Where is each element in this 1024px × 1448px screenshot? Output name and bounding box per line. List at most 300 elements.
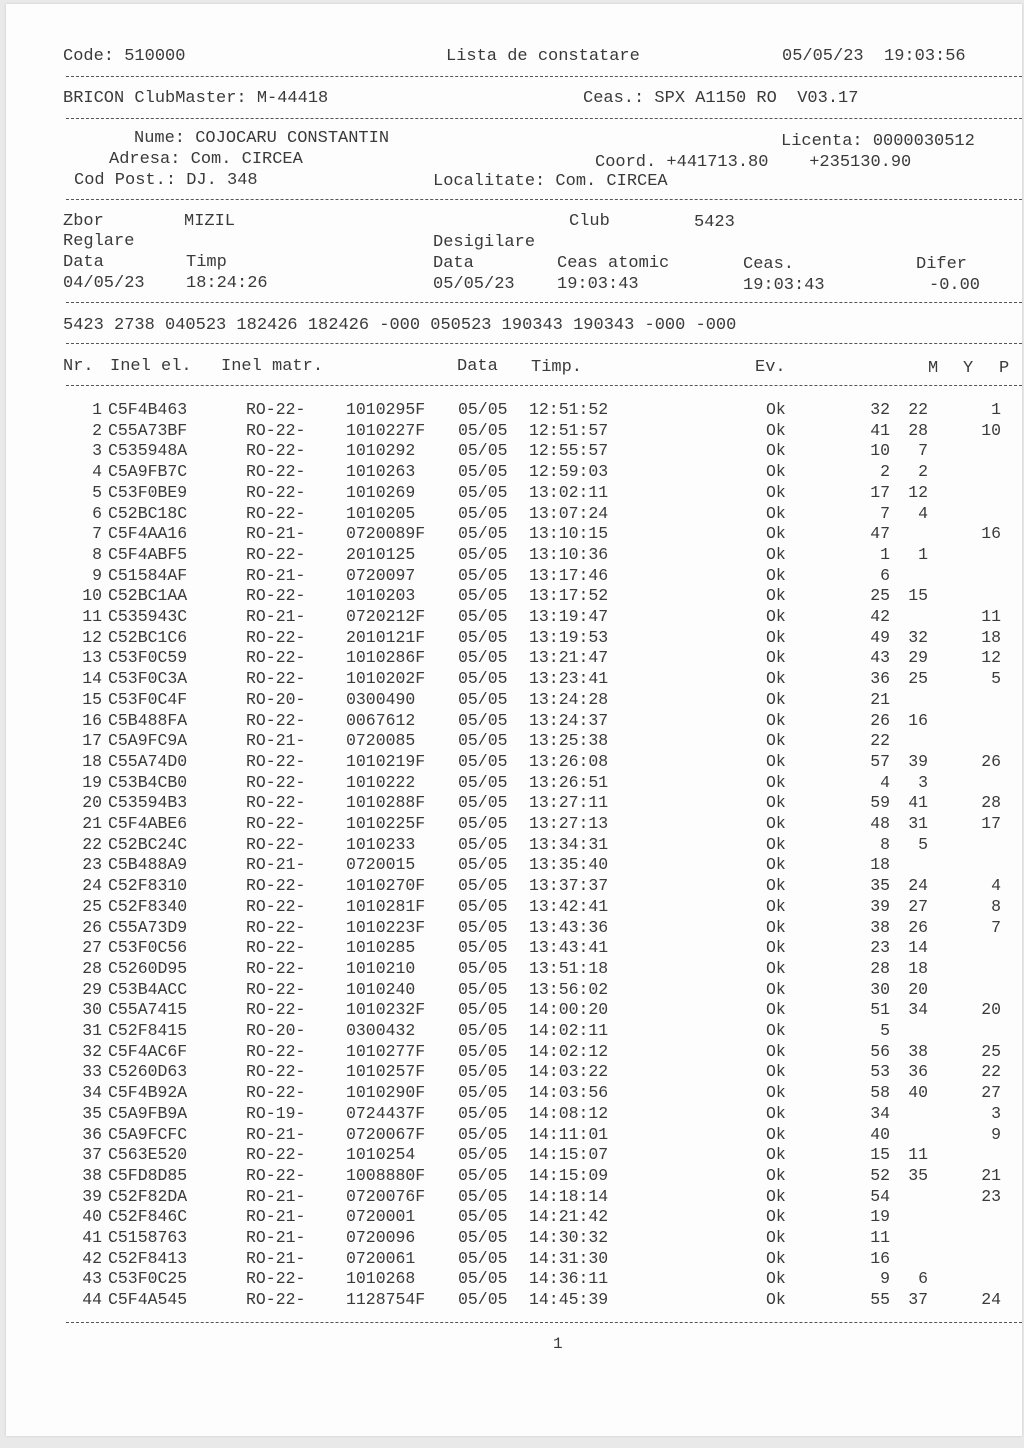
separator xyxy=(66,385,1022,386)
clock-time: 19:03:43 xyxy=(743,276,825,295)
cell-m: 39 xyxy=(870,896,890,916)
cell-ev: Ok xyxy=(766,1103,786,1123)
cell-ring-prefix: RO-22- xyxy=(246,979,306,999)
cell-time: 13:25:38 xyxy=(529,731,609,751)
cell-nr: 6 xyxy=(92,503,102,523)
cell-ring-number: 0300490 xyxy=(346,689,416,709)
cell-time: 14:21:42 xyxy=(529,1207,609,1227)
cell-inel-el: C5A9FCFC xyxy=(108,1124,188,1144)
cell-ev: Ok xyxy=(766,751,786,771)
cell-nr: 37 xyxy=(82,1145,102,1165)
cell-nr: 39 xyxy=(82,1186,102,1206)
cell-date: 05/05 xyxy=(458,1269,508,1289)
cell-ring-number: 1010240 xyxy=(346,979,416,999)
cell-nr: 18 xyxy=(82,751,102,771)
table-row xyxy=(6,628,1022,649)
table-row xyxy=(6,504,1022,525)
cell-date: 05/05 xyxy=(458,938,508,958)
locality: Localitate: Com. CIRCEA xyxy=(433,172,668,191)
cell-inel-el: C52F8340 xyxy=(108,896,188,916)
cell-ev: Ok xyxy=(766,1186,786,1206)
reglare-time: 18:24:26 xyxy=(186,274,268,293)
cell-date: 05/05 xyxy=(458,1145,508,1165)
cell-inel-el: C5A9FB9A xyxy=(108,1103,188,1123)
table-row xyxy=(6,648,1022,669)
cell-date: 05/05 xyxy=(458,896,508,916)
cell-ring-number: 1010210 xyxy=(346,958,416,978)
cell-ring-prefix: RO-22- xyxy=(246,793,306,813)
cell-m: 28 xyxy=(870,958,890,978)
table-row xyxy=(6,1000,1022,1021)
cell-date: 05/05 xyxy=(458,793,508,813)
cell-ev: Ok xyxy=(766,1207,786,1227)
separator xyxy=(66,302,1022,303)
table-row xyxy=(6,566,1022,587)
cell-date: 05/05 xyxy=(458,627,508,647)
cell-date: 05/05 xyxy=(458,441,508,461)
col-header-y: Y xyxy=(963,359,974,378)
cell-time: 12:51:52 xyxy=(529,400,609,419)
cell-ev: Ok xyxy=(766,834,786,854)
cell-date: 05/05 xyxy=(458,751,508,771)
print-timestamp: 05/05/23 19:03:56 xyxy=(782,47,966,66)
cell-date: 05/05 xyxy=(458,544,508,564)
cell-ev: Ok xyxy=(766,938,786,958)
cell-nr: 27 xyxy=(82,938,102,958)
cell-time: 14:15:07 xyxy=(529,1145,609,1165)
cell-nr: 25 xyxy=(82,896,102,916)
cell-p: 21 xyxy=(981,1165,1001,1185)
cell-inel-el: C53594B3 xyxy=(108,793,188,813)
cell-ring-number: 1010233 xyxy=(346,834,416,854)
cell-y: 35 xyxy=(908,1165,928,1185)
table-row xyxy=(6,1249,1022,1270)
cell-p: 5 xyxy=(991,669,1001,689)
cell-nr: 22 xyxy=(82,834,102,854)
cell-date: 05/05 xyxy=(458,565,508,585)
cell-inel-el: C5F4AA16 xyxy=(108,524,188,544)
cell-m: 48 xyxy=(870,814,890,833)
cell-time: 14:36:11 xyxy=(529,1269,609,1289)
cell-ring-number: 1010270F xyxy=(346,876,426,896)
cell-ev: Ok xyxy=(766,689,786,709)
code-label: Code: 510000 xyxy=(63,47,186,66)
table-row xyxy=(6,773,1022,794)
cell-m: 52 xyxy=(870,1165,890,1185)
cell-time: 14:02:11 xyxy=(529,1021,609,1040)
cell-m: 17 xyxy=(870,482,890,502)
cell-time: 13:42:41 xyxy=(529,896,609,916)
cell-ev: Ok xyxy=(766,1021,786,1040)
col-header-m: M xyxy=(928,359,939,378)
table-row xyxy=(6,669,1022,690)
cell-ev: Ok xyxy=(766,896,786,916)
cell-date: 05/05 xyxy=(458,1083,508,1103)
cell-ring-number: 1010222 xyxy=(346,772,416,792)
table-row xyxy=(6,959,1022,980)
cell-ring-prefix: RO-22- xyxy=(246,751,306,771)
cell-ring-number: 1010223F xyxy=(346,917,426,937)
cell-ev: Ok xyxy=(766,607,786,626)
cell-m: 49 xyxy=(870,627,890,647)
cell-ring-number: 1010263 xyxy=(346,462,416,482)
cell-inel-el: C55A74D0 xyxy=(108,751,188,771)
cell-ring-prefix: RO-20- xyxy=(246,1021,306,1040)
table-row xyxy=(6,752,1022,773)
cell-m: 51 xyxy=(870,1000,890,1020)
cell-ring-prefix: RO-22- xyxy=(246,648,306,668)
cell-date: 05/05 xyxy=(458,689,508,709)
table-row xyxy=(6,1166,1022,1187)
cell-ring-number: 1010257F xyxy=(346,1062,426,1082)
cell-time: 14:03:56 xyxy=(529,1083,609,1103)
cell-m: 43 xyxy=(870,648,890,668)
cell-nr: 3 xyxy=(92,441,102,461)
cell-inel-el: C5F4A545 xyxy=(108,1290,188,1310)
cell-m: 6 xyxy=(880,565,890,585)
cell-date: 05/05 xyxy=(458,1248,508,1268)
owner-address: Adresa: Com. CIRCEA xyxy=(109,150,303,169)
desigilare-date-label: Data xyxy=(433,254,474,273)
cell-ring-prefix: RO-22- xyxy=(246,1083,306,1103)
cell-date: 05/05 xyxy=(458,648,508,668)
cell-nr: 30 xyxy=(82,1000,102,1020)
cell-nr: 28 xyxy=(82,958,102,978)
cell-p: 12 xyxy=(981,648,1001,668)
cell-date: 05/05 xyxy=(458,607,508,626)
cell-ev: Ok xyxy=(766,876,786,896)
cell-ring-number: 2010121F xyxy=(346,627,426,647)
cell-nr: 8 xyxy=(92,544,102,564)
atomic-clock-label: Ceas atomic xyxy=(557,254,670,273)
cell-ev: Ok xyxy=(766,958,786,978)
club-number: 5423 xyxy=(694,213,735,232)
cell-y: 24 xyxy=(908,876,928,896)
cell-m: 30 xyxy=(870,979,890,999)
cell-date: 05/05 xyxy=(458,524,508,544)
cell-date: 05/05 xyxy=(458,958,508,978)
page-number: 1 xyxy=(553,1335,563,1353)
flight-location: MIZIL xyxy=(184,212,236,231)
cell-nr: 12 xyxy=(82,627,102,647)
cell-ev: Ok xyxy=(766,1083,786,1103)
cell-ev: Ok xyxy=(766,731,786,751)
cell-nr: 7 xyxy=(92,524,102,544)
cell-ev: Ok xyxy=(766,917,786,937)
cell-inel-el: C5260D95 xyxy=(108,958,188,978)
cell-m: 26 xyxy=(870,710,890,730)
cell-inel-el: C52F8310 xyxy=(108,876,188,896)
cell-ring-number: 0300432 xyxy=(346,1021,416,1040)
cell-date: 05/05 xyxy=(458,1124,508,1144)
cell-m: 34 xyxy=(870,1103,890,1123)
cell-p: 20 xyxy=(981,1000,1001,1020)
cell-ring-prefix: RO-21- xyxy=(246,731,306,751)
cell-m: 2 xyxy=(880,462,890,482)
cell-p: 11 xyxy=(981,607,1001,626)
cell-date: 05/05 xyxy=(458,1290,508,1310)
cell-time: 13:02:11 xyxy=(529,482,609,502)
cell-y: 16 xyxy=(908,710,928,730)
cell-y: 2 xyxy=(918,462,928,482)
clock-id: Ceas.: SPX A1150 RO V03.17 xyxy=(583,89,859,108)
cell-m: 38 xyxy=(870,917,890,937)
cell-p: 10 xyxy=(981,420,1001,440)
cell-ring-number: 0720001 xyxy=(346,1207,416,1227)
cell-nr: 42 xyxy=(82,1248,102,1268)
cell-nr: 16 xyxy=(82,710,102,730)
cell-m: 23 xyxy=(870,938,890,958)
table-row xyxy=(6,607,1022,628)
cell-time: 13:43:41 xyxy=(529,938,609,958)
cell-nr: 31 xyxy=(82,1021,102,1040)
col-header-p: P xyxy=(999,359,1010,378)
cell-time: 14:02:12 xyxy=(529,1041,609,1061)
table-row xyxy=(6,524,1022,545)
cell-p: 7 xyxy=(991,917,1001,937)
cell-ring-number: 1010295F xyxy=(346,400,426,419)
cell-nr: 11 xyxy=(82,607,102,626)
cell-ring-prefix: RO-22- xyxy=(246,441,306,461)
cell-nr: 40 xyxy=(82,1207,102,1227)
cell-time: 14:00:20 xyxy=(529,1000,609,1020)
cell-inel-el: C5F4ABF5 xyxy=(108,544,188,564)
cell-nr: 43 xyxy=(82,1269,102,1289)
printed-page xyxy=(6,4,1022,1436)
separator xyxy=(66,76,1022,77)
cell-ring-prefix: RO-22- xyxy=(246,1165,306,1185)
cell-y: 7 xyxy=(918,441,928,461)
cell-ring-prefix: RO-22- xyxy=(246,1062,306,1082)
cell-ring-prefix: RO-21- xyxy=(246,607,306,626)
cell-ring-number: 1010285 xyxy=(346,938,416,958)
cell-nr: 20 xyxy=(82,793,102,813)
cell-ring-number: 2010125 xyxy=(346,544,416,564)
cell-m: 16 xyxy=(870,1248,890,1268)
table-row xyxy=(6,545,1022,566)
cell-time: 13:19:53 xyxy=(529,627,609,647)
cell-p: 18 xyxy=(981,627,1001,647)
clock-label: Ceas. xyxy=(743,255,795,274)
cell-nr: 1 xyxy=(92,400,102,419)
table-row xyxy=(6,441,1022,462)
table-row xyxy=(6,1125,1022,1146)
cell-ring-number: 0720076F xyxy=(346,1186,426,1206)
cell-ring-prefix: RO-22- xyxy=(246,1269,306,1289)
cell-ring-number: 1010227F xyxy=(346,420,426,440)
cell-ring-prefix: RO-22- xyxy=(246,482,306,502)
cell-time: 13:10:15 xyxy=(529,524,609,544)
desigilare-label: Desigilare xyxy=(433,233,536,252)
cell-ring-prefix: RO-21- xyxy=(246,1124,306,1144)
cell-time: 13:34:31 xyxy=(529,834,609,854)
cell-ev: Ok xyxy=(766,710,786,730)
table-row xyxy=(6,1228,1022,1249)
cell-p: 28 xyxy=(981,793,1001,813)
cell-date: 05/05 xyxy=(458,772,508,792)
table-row xyxy=(6,1145,1022,1166)
separator xyxy=(66,118,1022,119)
cell-time: 13:26:08 xyxy=(529,751,609,771)
cell-date: 05/05 xyxy=(458,917,508,937)
cell-ring-prefix: RO-22- xyxy=(246,938,306,958)
reglare-date-label: Data xyxy=(63,253,104,272)
cell-y: 18 xyxy=(908,958,928,978)
cell-nr: 10 xyxy=(82,586,102,606)
cell-date: 05/05 xyxy=(458,731,508,751)
cell-ring-number: 1010292 xyxy=(346,441,416,461)
table-row xyxy=(6,980,1022,1001)
cell-time: 13:19:47 xyxy=(529,607,609,626)
cell-p: 4 xyxy=(991,876,1001,896)
cell-time: 12:51:57 xyxy=(529,420,609,440)
cell-y: 27 xyxy=(908,896,928,916)
cell-ring-prefix: RO-22- xyxy=(246,772,306,792)
reglare-time-label: Timp xyxy=(186,253,227,272)
cell-date: 05/05 xyxy=(458,834,508,854)
table-row xyxy=(6,1021,1022,1042)
cell-y: 29 xyxy=(908,648,928,668)
table-row xyxy=(6,400,1022,421)
cell-nr: 32 xyxy=(82,1041,102,1061)
cell-nr: 23 xyxy=(82,855,102,875)
cell-time: 14:03:22 xyxy=(529,1062,609,1082)
cell-ring-prefix: RO-22- xyxy=(246,400,306,419)
table-row xyxy=(6,1062,1022,1083)
cell-ring-prefix: RO-22- xyxy=(246,420,306,440)
atomic-clock-time: 19:03:43 xyxy=(557,275,639,294)
cell-date: 05/05 xyxy=(458,1207,508,1227)
cell-inel-el: C53F0C3A xyxy=(108,669,188,689)
cell-ring-prefix: RO-21- xyxy=(246,524,306,544)
cell-ring-prefix: RO-22- xyxy=(246,917,306,937)
cell-m: 19 xyxy=(870,1207,890,1227)
cell-ev: Ok xyxy=(766,462,786,482)
cell-ev: Ok xyxy=(766,1228,786,1247)
cell-ring-prefix: RO-20- xyxy=(246,689,306,709)
cell-ring-prefix: RO-22- xyxy=(246,503,306,523)
cell-date: 05/05 xyxy=(458,855,508,875)
cell-ring-prefix: RO-21- xyxy=(246,1207,306,1227)
cell-date: 05/05 xyxy=(458,876,508,896)
cell-time: 13:21:47 xyxy=(529,648,609,668)
cell-inel-el: C53F0BE9 xyxy=(108,482,188,502)
cell-time: 12:59:03 xyxy=(529,462,609,482)
cell-m: 18 xyxy=(870,855,890,875)
cell-ring-prefix: RO-22- xyxy=(246,896,306,916)
cell-m: 32 xyxy=(870,400,890,419)
cell-p: 22 xyxy=(981,1062,1001,1082)
cell-ring-number: 1128754F xyxy=(346,1290,426,1310)
cell-y: 11 xyxy=(908,1145,928,1165)
cell-time: 13:07:24 xyxy=(529,503,609,523)
cell-y: 3 xyxy=(918,772,928,792)
cell-y: 20 xyxy=(908,979,928,999)
cell-nr: 4 xyxy=(92,462,102,482)
cell-inel-el: C5F4ABE6 xyxy=(108,814,188,833)
cell-nr: 34 xyxy=(82,1083,102,1103)
cell-ring-prefix: RO-22- xyxy=(246,586,306,606)
cell-inel-el: C5B488FA xyxy=(108,710,188,730)
license-number: Licenta: 0000030512 xyxy=(781,132,975,151)
cell-time: 12:55:57 xyxy=(529,441,609,461)
cell-m: 9 xyxy=(880,1269,890,1289)
cell-inel-el: C52BC18C xyxy=(108,503,188,523)
cell-inel-el: C5A9FC9A xyxy=(108,731,188,751)
cell-time: 14:11:01 xyxy=(529,1124,609,1144)
cell-inel-el: C52F8413 xyxy=(108,1248,188,1268)
col-header-ev: Ev. xyxy=(755,358,786,377)
cell-ev: Ok xyxy=(766,586,786,606)
cell-y: 4 xyxy=(918,503,928,523)
cell-ring-prefix: RO-22- xyxy=(246,1290,306,1310)
cell-p: 8 xyxy=(991,896,1001,916)
control-code-line: 5423 2738 040523 182426 182426 -000 050523 190343 190343 -000 -000 xyxy=(63,316,737,335)
cell-inel-el: C51584AF xyxy=(108,565,188,585)
cell-m: 55 xyxy=(870,1290,890,1310)
cell-m: 35 xyxy=(870,876,890,896)
cell-p: 17 xyxy=(981,814,1001,833)
cell-p: 1 xyxy=(991,400,1001,419)
cell-date: 05/05 xyxy=(458,1021,508,1040)
cell-nr: 44 xyxy=(82,1290,102,1310)
cell-date: 05/05 xyxy=(458,814,508,833)
cell-ev: Ok xyxy=(766,979,786,999)
cell-date: 05/05 xyxy=(458,482,508,502)
cell-ring-number: 1010277F xyxy=(346,1041,426,1061)
cell-ev: Ok xyxy=(766,565,786,585)
cell-time: 13:43:36 xyxy=(529,917,609,937)
cell-date: 05/05 xyxy=(458,1186,508,1206)
cell-ring-prefix: RO-22- xyxy=(246,1145,306,1165)
cell-nr: 26 xyxy=(82,917,102,937)
cell-m: 7 xyxy=(880,503,890,523)
cell-ring-prefix: RO-22- xyxy=(246,1000,306,1020)
cell-time: 13:17:52 xyxy=(529,586,609,606)
cell-ev: Ok xyxy=(766,855,786,875)
flight-label: Zbor xyxy=(63,212,104,231)
separator xyxy=(66,1322,1022,1323)
cell-m: 56 xyxy=(870,1041,890,1061)
cell-time: 13:56:02 xyxy=(529,979,609,999)
cell-m: 11 xyxy=(870,1228,890,1247)
cell-inel-el: C55A73BF xyxy=(108,420,188,440)
cell-ev: Ok xyxy=(766,1290,786,1310)
cell-y: 32 xyxy=(908,627,928,647)
cell-p: 26 xyxy=(981,751,1001,771)
cell-ring-prefix: RO-21- xyxy=(246,1228,306,1247)
cell-ev: Ok xyxy=(766,400,786,419)
cell-ring-number: 1010203 xyxy=(346,586,416,606)
cell-inel-el: C53F0C56 xyxy=(108,938,188,958)
cell-ring-number: 1010288F xyxy=(346,793,426,813)
table-row xyxy=(6,897,1022,918)
cell-ring-prefix: RO-22- xyxy=(246,669,306,689)
cell-inel-el: C53B4ACC xyxy=(108,979,188,999)
cell-ring-number: 1010254 xyxy=(346,1145,416,1165)
cell-ring-number: 1010269 xyxy=(346,482,416,502)
reglare-date: 04/05/23 xyxy=(63,274,145,293)
cell-m: 47 xyxy=(870,524,890,544)
cell-inel-el: C563E520 xyxy=(108,1145,188,1165)
cell-y: 28 xyxy=(908,420,928,440)
cell-nr: 9 xyxy=(92,565,102,585)
table-row xyxy=(6,586,1022,607)
cell-ring-prefix: RO-22- xyxy=(246,462,306,482)
cell-y: 26 xyxy=(908,917,928,937)
cell-inel-el: C5F4B92A xyxy=(108,1083,188,1103)
cell-ev: Ok xyxy=(766,482,786,502)
